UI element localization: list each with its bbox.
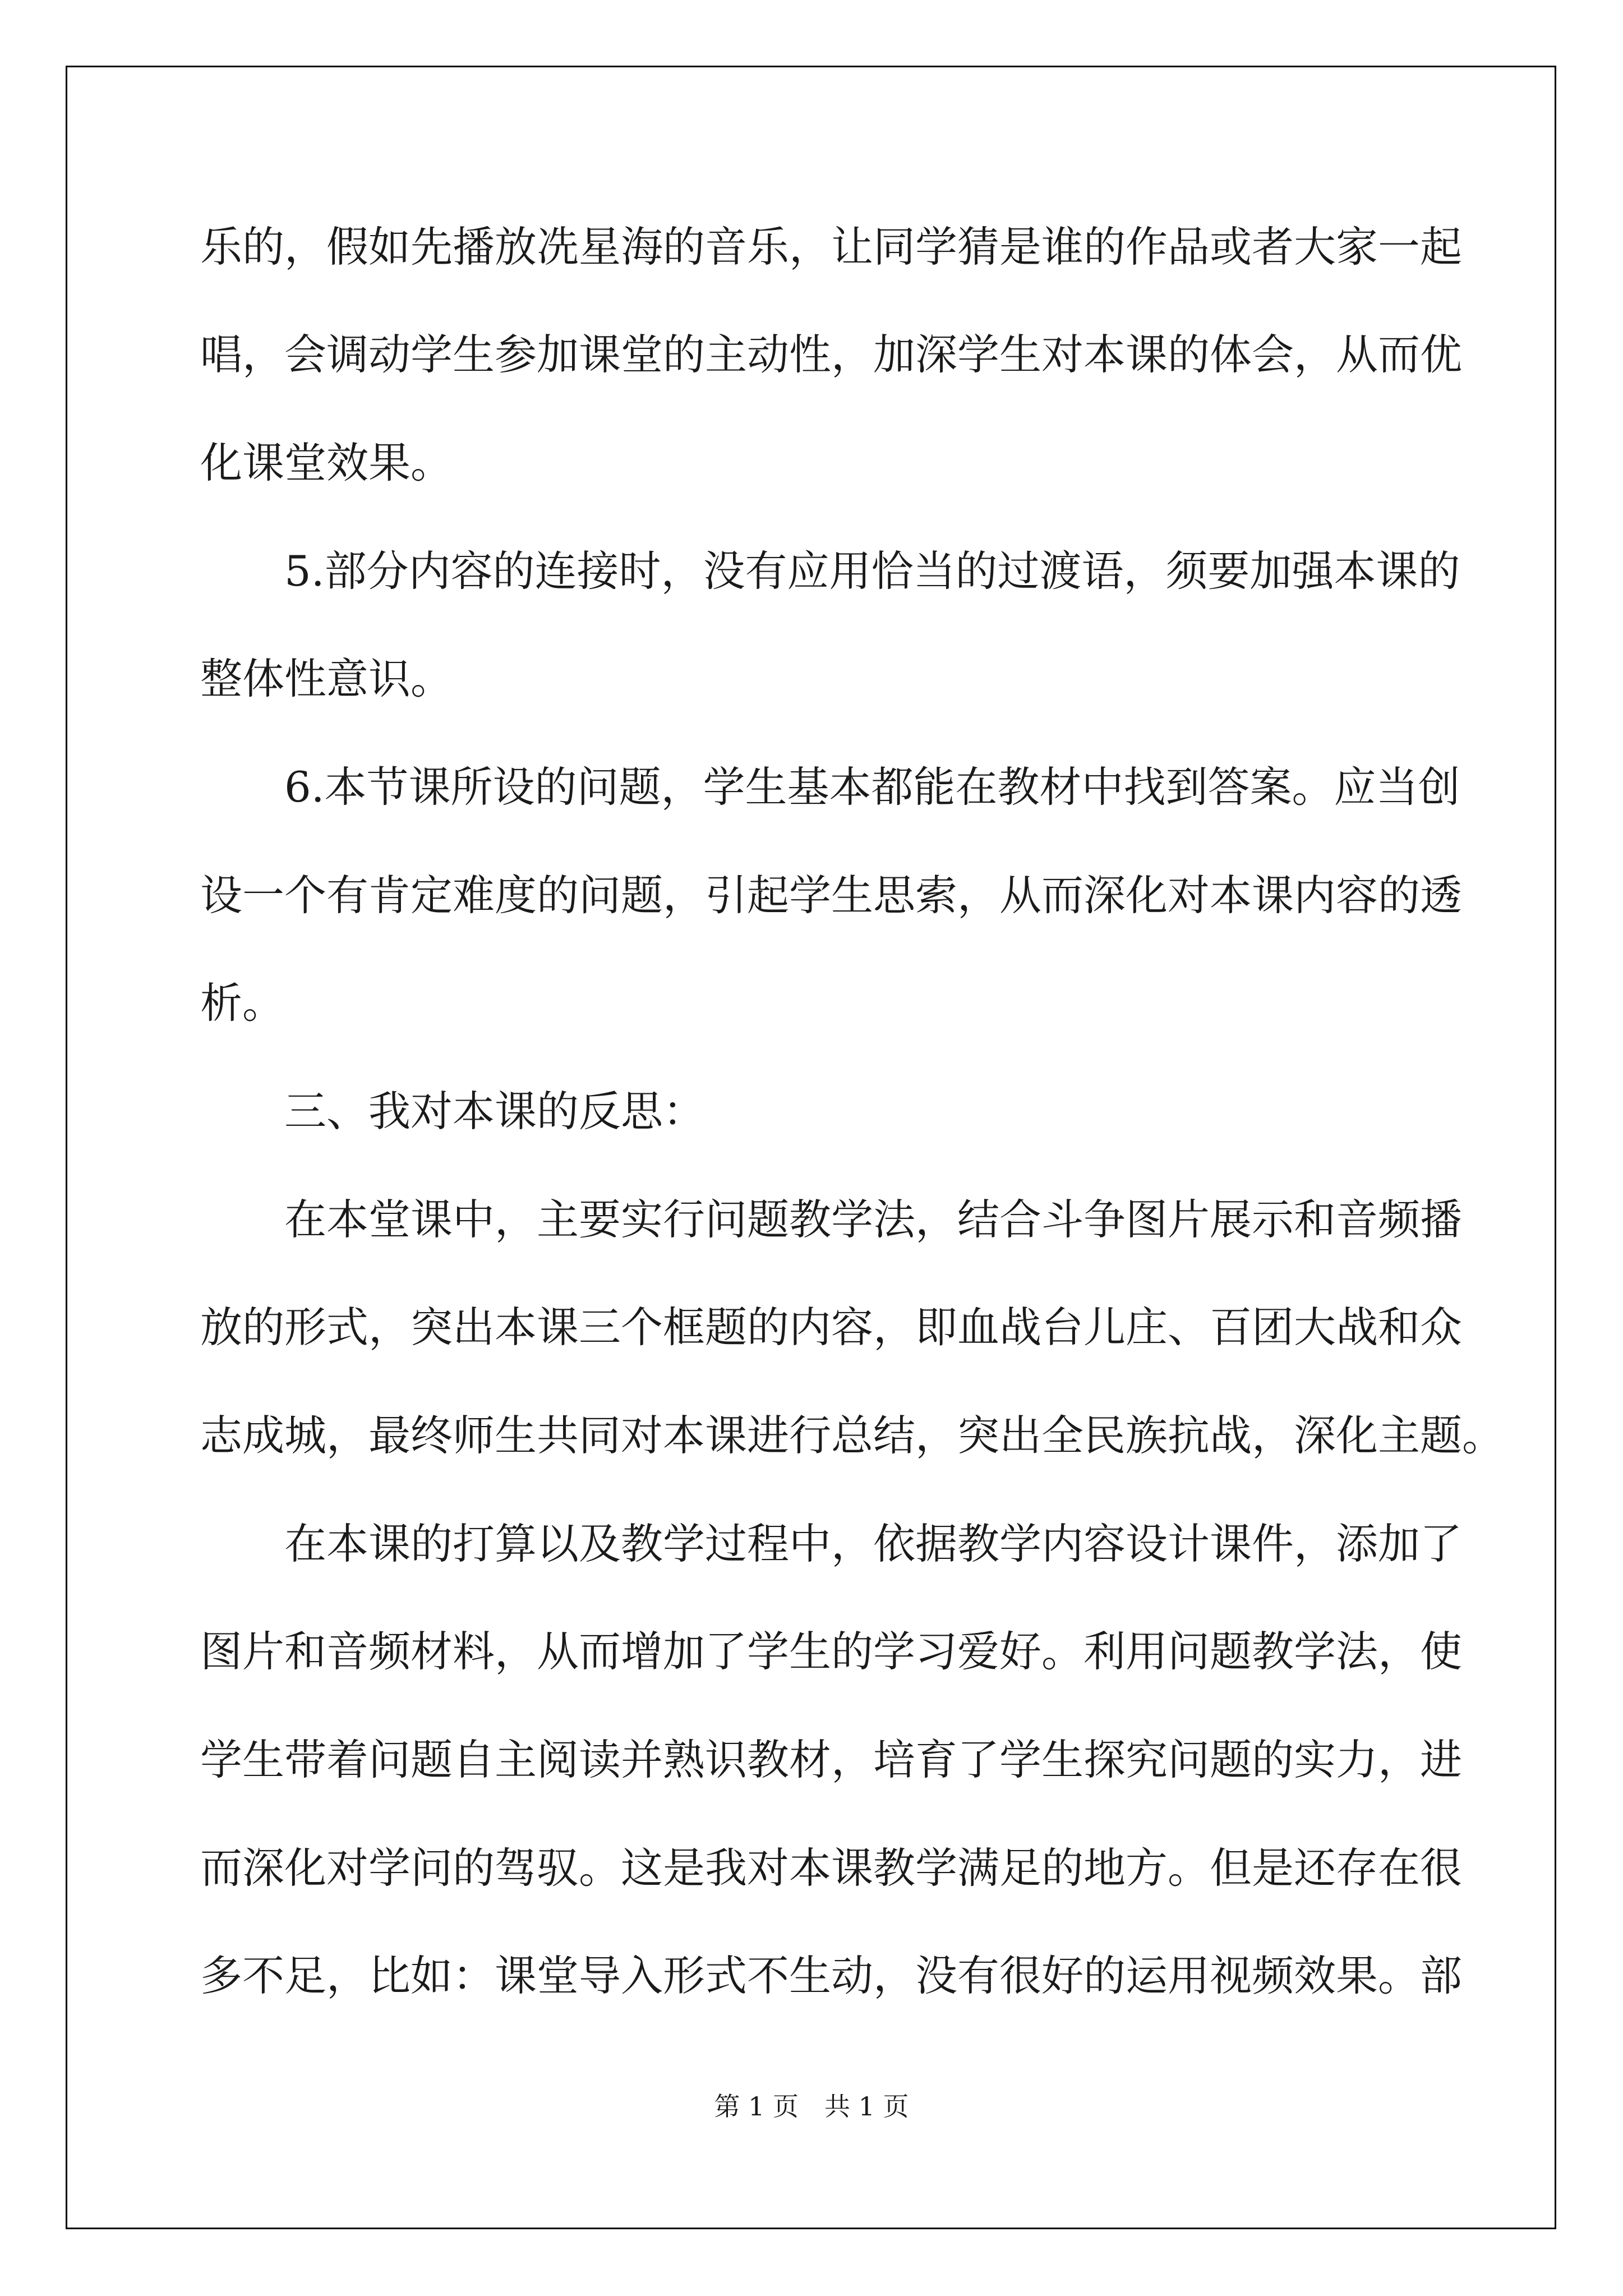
body-text-line: 学生带着问题自主阅读并熟识教材，培育了学生探究问题的实力，进	[200, 1735, 1463, 1784]
page-number-footer: 第 1 页 共 1 页	[714, 2091, 909, 2122]
body-text-line: 设一个有肯定难度的问题，引起学生思索，从而深化对本课内容的透	[200, 871, 1463, 920]
body-text-line: 在本堂课中，主要实行问题教学法，结合斗争图片展示和音频播	[200, 1195, 1463, 1244]
body-text-line: 整体性意识。	[200, 654, 453, 703]
body-text-line: 6.本节课所设的问题，学生基本都能在教材中找到答案。应当创	[200, 762, 1460, 812]
page-border	[66, 66, 1556, 2229]
body-text-line: 5.部分内容的连接时，没有应用恰当的过渡语，须要加强本课的	[200, 546, 1460, 596]
body-text-line: 志成城，最终师生共同对本课进行总结，突出全民族抗战，深化主题。	[200, 1411, 1505, 1460]
body-text-line: 三、我对本课的反思：	[200, 1087, 706, 1136]
body-text-line: 而深化对学问的驾驭。这是我对本课教学满足的地方。但是还存在很	[200, 1843, 1463, 1893]
body-text-line: 在本课的打算以及教学过程中，依据教学内容设计课件，添加了	[200, 1519, 1463, 1568]
body-text-line: 乐的，假如先播放冼星海的音乐，让同学猜是谁的作品或者大家一起	[200, 222, 1463, 272]
body-text-line: 多不足，比如：课堂导入形式不生动，没有很好的运用视频效果。部	[200, 1951, 1463, 2000]
body-text-line: 析。	[200, 978, 285, 1028]
body-text-line: 图片和音频材料，从而增加了学生的学习爱好。利用问题教学法，使	[200, 1627, 1463, 1676]
body-text-line: 唱，会调动学生参加课堂的主动性，加深学生对本课的体会，从而优	[200, 330, 1463, 379]
body-text-line: 放的形式，突出本课三个框题的内容，即血战台儿庄、百团大战和众	[200, 1303, 1463, 1352]
body-text-line: 化课堂效果。	[200, 438, 453, 487]
